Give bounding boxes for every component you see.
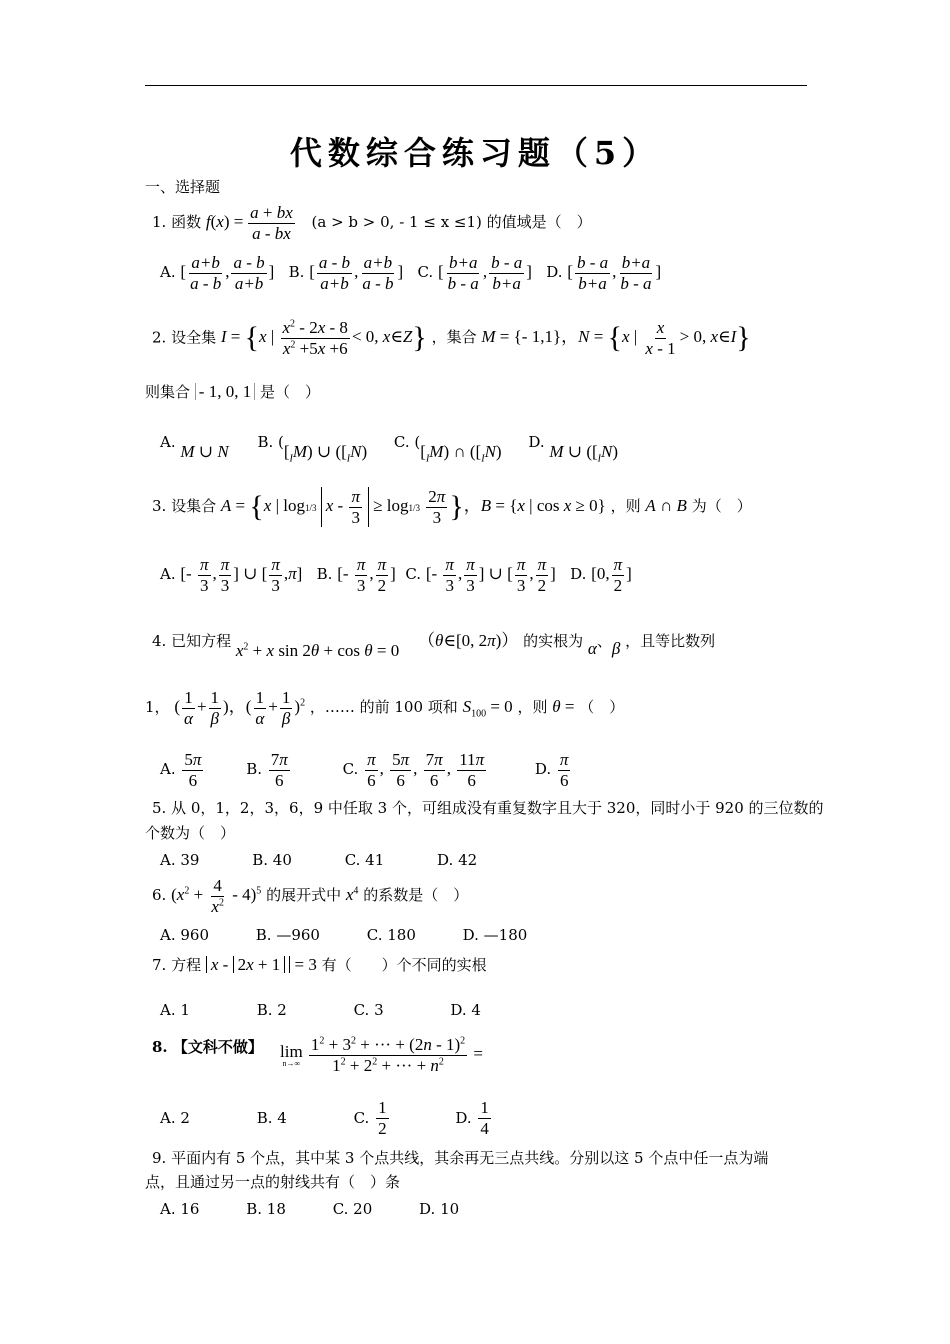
question-9: 9. 平面内有 5 个点，其中某 3 个点共线，其余再无三点共线。分别以这 5 个点中任一点为端 — [152, 1149, 769, 1167]
q5-options — [160, 851, 477, 869]
question-8: 8. 【文科不做】 — [152, 1038, 263, 1056]
q7-option-b[interactable]: B. 2 — [256, 1001, 287, 1019]
q8-option-d[interactable]: D. — [455, 1108, 472, 1127]
q9-option-d[interactable]: D. 10 — [419, 1200, 460, 1218]
q7-option-d[interactable]: D. 4 — [450, 1001, 481, 1019]
q8-options: A. 2 B. 4 C. $\frac{1}{2}$ D. $\frac{1}{4}$ — [160, 1098, 489, 1138]
q2-option-a[interactable]: A. — [160, 433, 176, 451]
q8-option-c[interactable]: C. — [353, 1108, 370, 1127]
q1-options: A. [ $\frac{a+b}{a - b}$ , $\frac{a - b}{a+b}$ ] B. [ $\frac{a - b}{a+b}$ , $\frac{a+b}{a - b}$ ] C. [ $\frac{b+a}{b - a}$ , $\frac{b - a}{b+a}$ ] D. [ $\frac{b - a}{b+a}$ , $\frac{b+a}{b - a}$ ] — [160, 253, 662, 293]
q6-option-a[interactable]: A. 960 — [160, 926, 209, 944]
q2-option-d[interactable]: D. — [528, 433, 545, 451]
section-heading: 一、选择题 — [145, 178, 221, 196]
q4-options: A. $\frac{5\pi}{6}$ B. $\frac{7\pi}{6}$ C. $\frac{\pi}{6}$ , $\frac{5\pi}{6}$ , $\frac{7\pi}{6}$ , $\frac{11\pi}{6}$ D. $\frac{\pi}{6}$ — [160, 750, 569, 790]
q3-option-a[interactable]: A. — [160, 564, 176, 583]
q3-option-c[interactable]: C. — [405, 564, 422, 583]
q8-option-b[interactable]: B. 4 — [256, 1108, 287, 1127]
q7-option-a[interactable]: A. 1 — [160, 1001, 190, 1019]
q7-option-c[interactable]: C. 3 — [353, 1001, 384, 1019]
q9-option-a[interactable]: A. 16 — [160, 1200, 200, 1218]
question-1: 1. 函数 f(x) = $\frac{a + bx}{a - bx}$ (a > b > 0, - 1 ≤ x ≤1) 的值域是（ ） — [152, 203, 592, 243]
q5-option-c[interactable]: C. 41 — [344, 851, 385, 869]
q2-option-c[interactable]: C. ( — [393, 433, 421, 451]
question-5-line2: 个数为（ ） — [145, 824, 236, 842]
q2-options: A. M ∪ N B. ($[_IM)$ ∪ ($[_IN)$ C. ($[_IM)$ ∩ ($[_IN)$ D. M ∪ ($[_IN)$ — [160, 433, 619, 465]
q5-option-d[interactable]: D. 42 — [437, 851, 478, 869]
q9-option-b[interactable]: B. 18 — [246, 1200, 286, 1218]
q9-option-c[interactable]: C. 20 — [332, 1200, 373, 1218]
page-title: 代数综合练习题（5） — [289, 134, 661, 172]
q1-option-d[interactable]: D. — [546, 262, 563, 281]
q3-options: A. [- $\frac{\pi}{3}$ , $\frac{\pi}{3}$ ] ∪ [ $\frac{\pi}{3}$ ,π] B. [- $\frac{\pi}{3}$ , $\frac{\pi}{2}$ ] C. [- $\frac{\pi}{3}$ , $\frac{\pi}{3}$ ] ∪ [ $\frac{\pi}{3}$ , $\frac{\pi}{2}$ ] D. [0, $\frac{\pi}{2}$ ] — [160, 555, 632, 595]
q9-options — [160, 1200, 459, 1218]
q3-option-d[interactable]: D. — [570, 564, 587, 583]
q2-option-b[interactable]: B. ( — [257, 433, 284, 451]
question-2-line2: 则集合 - 1, 0, 1 是（ ） — [145, 382, 321, 401]
q5-option-a[interactable]: A. 39 — [160, 851, 200, 869]
q7-options — [160, 1001, 481, 1019]
q3-option-b[interactable]: B. — [316, 564, 333, 583]
question-6: 6. ($x^2$ + $\frac{4}{x^2}$ - 4)$^5$ 的展开式中 $x^4$ 的系数是（ ） — [152, 876, 469, 916]
question-4: 4. 已知方程 $x^2 + x$ sin 2θ + cos θ = 0 （θ∈[0, 2π)） 的实根为 α、β ，且等比数列 — [152, 631, 716, 660]
q4-option-a[interactable]: A. — [160, 759, 176, 778]
question-8-formula: lim n→∞ $\frac{1^2 + 3^2 + \cdot\cdot\cdot + (2n - 1)^2}{1^2 + 2^2 + \cdot\cdot\cdot + n^2}$ = — [280, 1035, 484, 1075]
q1-option-a[interactable]: A. — [160, 262, 176, 281]
q6-options — [160, 926, 527, 944]
question-7: 7. 方程 x - 2x + 1 = 3 有（ ）个不同的实根 — [152, 955, 487, 974]
question-4-line2: 1， ( $\frac{1}{\alpha}$ + $\frac{1}{\beta}$ )，( $\frac{1}{\alpha}$ + $\frac{1}{\beta}$ )$^2$ ，…… 的前 100 项和 $S_{100} = 0$ ，则 θ = （ ） — [145, 688, 625, 728]
q8-option-a[interactable]: A. 2 — [160, 1108, 190, 1127]
q1-option-c[interactable]: C. — [417, 262, 434, 281]
q4-option-d[interactable]: D. — [534, 759, 552, 778]
header-rule — [145, 85, 807, 86]
question-9-line2: 点，且通过另一点的射线共有（ ）条 — [145, 1173, 401, 1191]
q6-option-c[interactable]: C. 180 — [366, 926, 416, 944]
q4-option-c[interactable]: C. — [342, 759, 359, 778]
q6-option-b[interactable]: B. —960 — [255, 926, 320, 944]
q6-option-d[interactable]: D. —180 — [462, 926, 528, 944]
question-2: 2. 设全集 I = {x | $\frac{x^2 - 2x - 8}{x^2 +5x +6}$ < 0, x∈Z} ，集合 M = {- 1,1}，N = {x | $\frac{x}{x - 1}$ > 0, x∈I} — [152, 318, 751, 358]
question-5: 5. 从 0，1，2，3，6，9 中任取 3 个，可组成没有重复数字且大于 320，同时小于 920 的三位数的 — [152, 799, 824, 817]
question-3: 3. 设集合 A = {x | log1/3 x - $\frac{\pi}{3}$ ≥ log1/3 $\frac{2\pi}{3}$ }，B = {x | cos x ≥ 0} ，则 A ∩ B 为（ ） — [152, 487, 752, 527]
q1-option-b[interactable]: B. — [288, 262, 305, 281]
q5-option-b[interactable]: B. 40 — [252, 851, 292, 869]
q4-option-b[interactable]: B. — [246, 759, 262, 778]
